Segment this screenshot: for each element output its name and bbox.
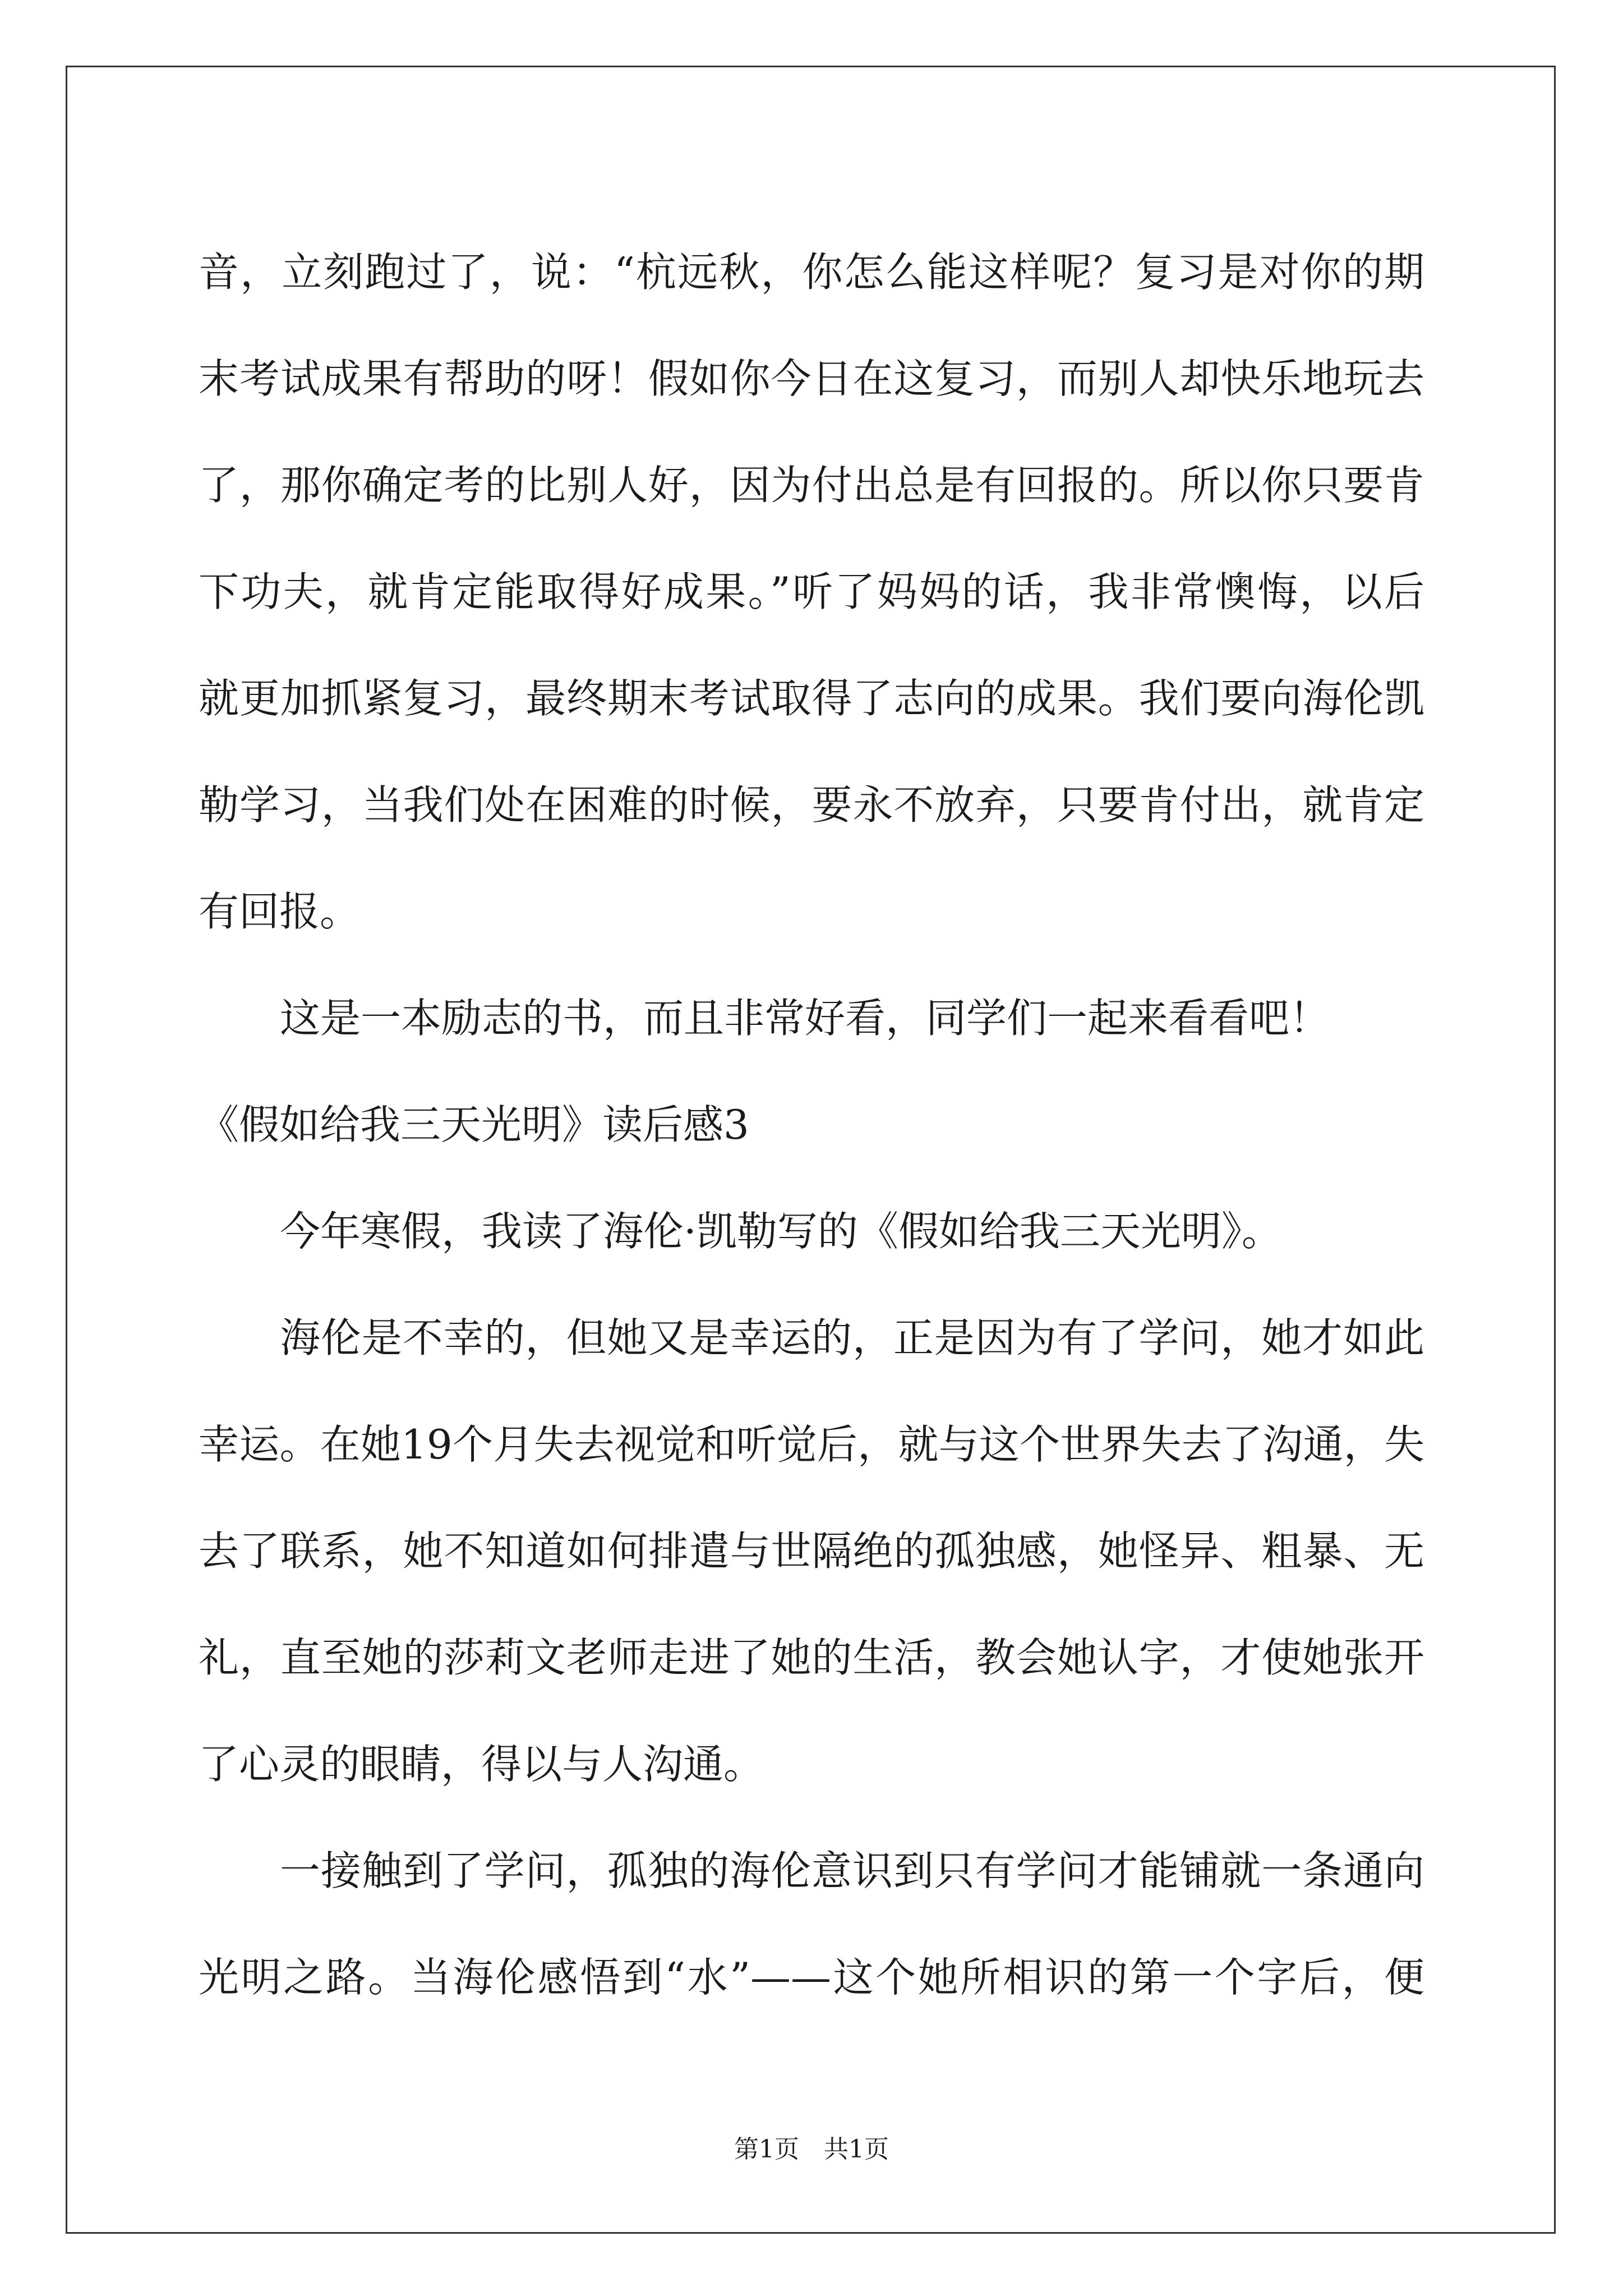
document-body xyxy=(199,219,1424,2031)
text-line: 幸运。在她19个月失去视觉和听觉后，就与这个世界失去了沟通，失 xyxy=(199,1421,1424,1468)
text-line: 末考试成果有帮助的呀！假如你今日在这复习，而别人却快乐地玩去 xyxy=(199,355,1424,402)
text-line: 勒学习，当我们处在困难的时候，要永不放弃，只要肯付出，就肯定 xyxy=(199,781,1424,829)
text-line: 了心灵的眼睛，得以与人沟通。 xyxy=(199,1741,764,1788)
text-line: 这是一本励志的书，而且非常好看，同学们一起来看看吧！ xyxy=(280,995,1330,1042)
section-heading: 《假如给我三天光明》读后感3 xyxy=(199,1101,749,1148)
text-line: 去了联系，她不知道如何排遣与世隔绝的孤独感，她怪异、粗暴、无 xyxy=(199,1527,1424,1575)
text-line: 光明之路。当海伦感悟到“水”——这个她所相识的第一个字后，便 xyxy=(199,1954,1424,2001)
paragraph xyxy=(199,965,1424,1071)
text-line: 音，立刻跑过了，说：“杭远秋，你怎么能这样呢？复习是对你的期 xyxy=(199,249,1424,296)
paragraph xyxy=(199,219,1424,965)
text-line: 有回报。 xyxy=(199,888,361,935)
text-line: 一接触到了学问，孤独的海伦意识到只有学问才能铺就一条通向 xyxy=(280,1847,1424,1894)
text-line: 就更加抓紧复习，最终期末考试取得了志向的成果。我们要向海伦凯 xyxy=(199,675,1424,722)
text-line: 海伦是不幸的，但她又是幸运的，正是因为有了学问，她才如此 xyxy=(280,1314,1424,1361)
text-line: 礼，直至她的莎莉文老师走进了她的生活，教会她认字，才使她张开 xyxy=(199,1634,1424,1681)
page-number-footer: 第1页 共1页 xyxy=(734,2135,889,2164)
paragraph xyxy=(199,1285,1424,1818)
paragraph xyxy=(199,1178,1424,1285)
text-line: 下功夫，就肯定能取得好成果。”听了妈妈的话，我非常懊悔，以后 xyxy=(199,568,1424,615)
text-line: 今年寒假，我读了海伦·凯勒写的《假如给我三天光明》。 xyxy=(280,1208,1282,1255)
text-line: 了，那你确定考的比别人好，因为付出总是有回报的。所以你只要肯 xyxy=(199,462,1424,509)
paragraph xyxy=(199,1818,1424,2031)
